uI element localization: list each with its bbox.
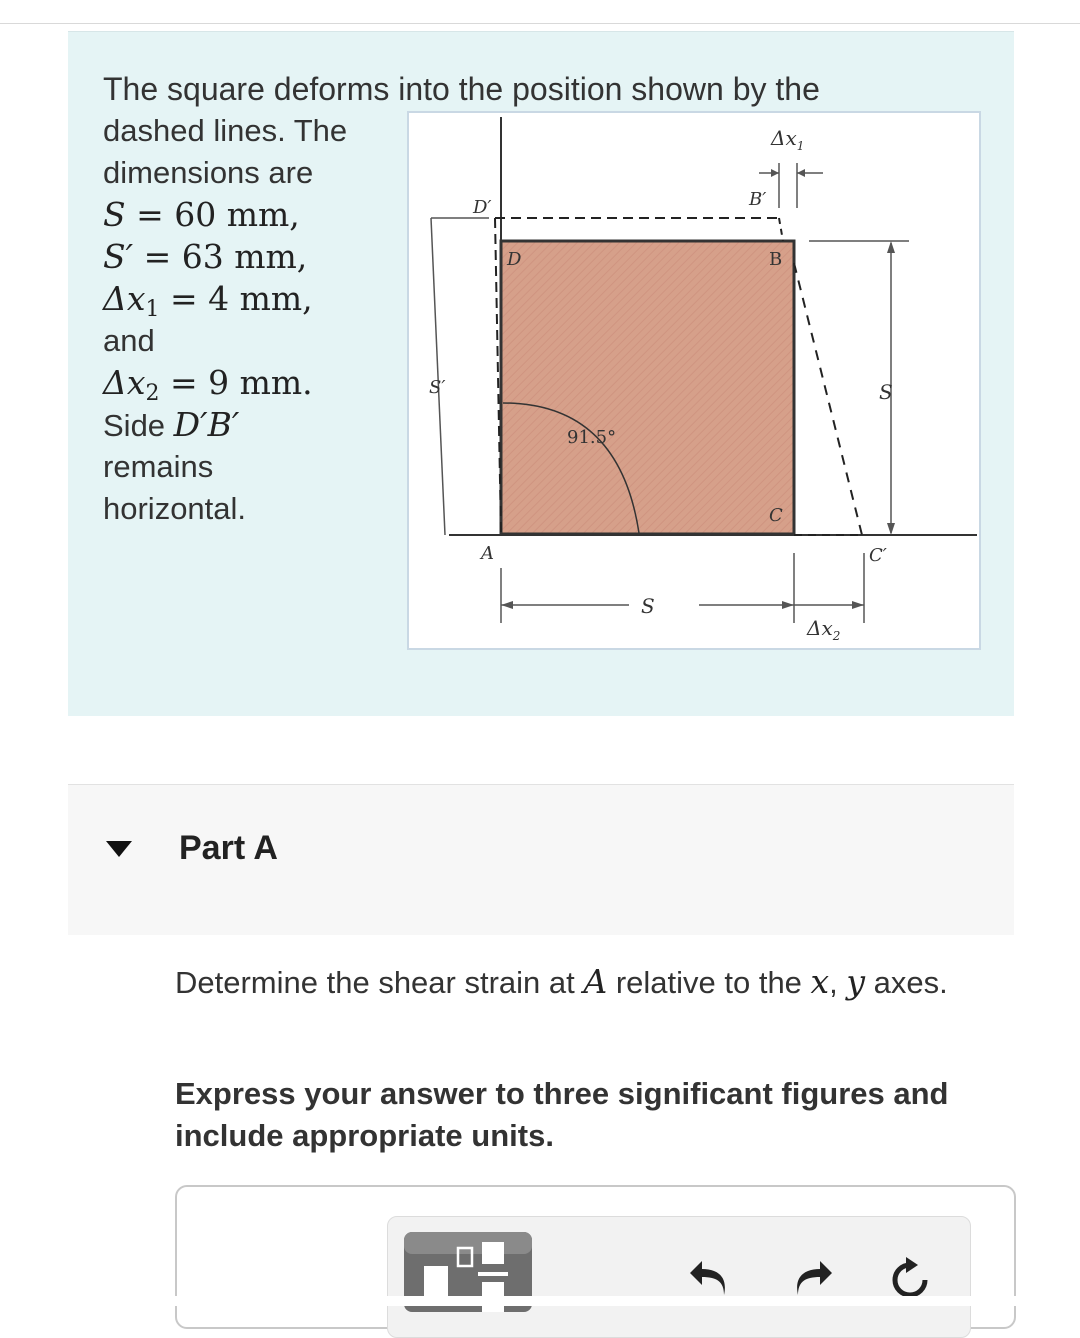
label-angle: 91.5°: [567, 427, 617, 448]
problem-text-column: [103, 110, 403, 530]
problem-line: dimensions are: [103, 155, 314, 190]
problem-line: horizontal.: [103, 491, 247, 526]
label-dx2: $\Delta x_2$: [807, 616, 841, 643]
deformation-figure: [407, 111, 981, 650]
answer-instruction: Express your answer to three significant figures and include appropriate units.: [175, 1076, 949, 1153]
viewport-bottom-edge: [0, 1296, 1080, 1306]
problem-line: dashed lines. The: [103, 113, 348, 148]
label-a: A: [481, 543, 494, 564]
dimension-dx2: $\Delta x_2 = 9$ mm.: [103, 363, 313, 406]
deformation-diagram: [409, 113, 979, 648]
problem-statement: [68, 31, 1014, 716]
problem-line: and: [103, 323, 155, 358]
dx2-arrow: [852, 601, 864, 609]
redo-icon[interactable]: [790, 1257, 834, 1301]
label-d-prime: D′: [473, 197, 492, 218]
part-a-title: Part A: [179, 829, 278, 867]
label-s-bottom: S: [641, 594, 655, 618]
deformed-right-edge: [794, 263, 862, 535]
deformed-corner-edge: [779, 218, 783, 241]
math-toolbar: [387, 1216, 971, 1338]
side-statement: Side D′B′: [103, 405, 240, 444]
problem-intro: The square deforms into the position shown by the: [103, 71, 820, 107]
s-bottom-arrow-right: [782, 601, 794, 609]
s-arrow-top: [887, 241, 895, 253]
problem-line: remains: [103, 449, 214, 484]
top-divider: [0, 23, 1080, 24]
label-b-prime: B′: [749, 189, 767, 210]
label-c-prime: C′: [869, 545, 887, 566]
dx1-arrow-left: [771, 169, 779, 177]
label-b: B: [769, 249, 783, 270]
part-a-header[interactable]: [68, 784, 1014, 935]
label-s-prime: S′: [429, 377, 446, 398]
original-square: [501, 241, 794, 534]
label-c: C: [769, 505, 783, 526]
reset-icon[interactable]: [888, 1257, 932, 1301]
answer-box: [175, 1185, 1016, 1329]
label-dx1: $\Delta x_1$: [771, 126, 805, 153]
s-arrow-bottom: [887, 523, 895, 535]
label-d: D: [507, 249, 522, 270]
collapse-caret-icon[interactable]: [106, 841, 132, 857]
question-text: Determine the shear strain at A relative to the x, y axes.: [175, 962, 948, 1001]
label-s-right: S: [879, 380, 893, 404]
dx1-arrow-right: [797, 169, 805, 177]
dimension-s-prime: S′ = 63 mm,: [103, 237, 308, 276]
dimension-s: S = 60 mm,: [103, 195, 300, 234]
undo-icon[interactable]: [688, 1257, 732, 1301]
dimension-dx1: $\Delta x_1 = 4$ mm,: [103, 279, 313, 322]
s-bottom-arrow-left: [501, 601, 513, 609]
